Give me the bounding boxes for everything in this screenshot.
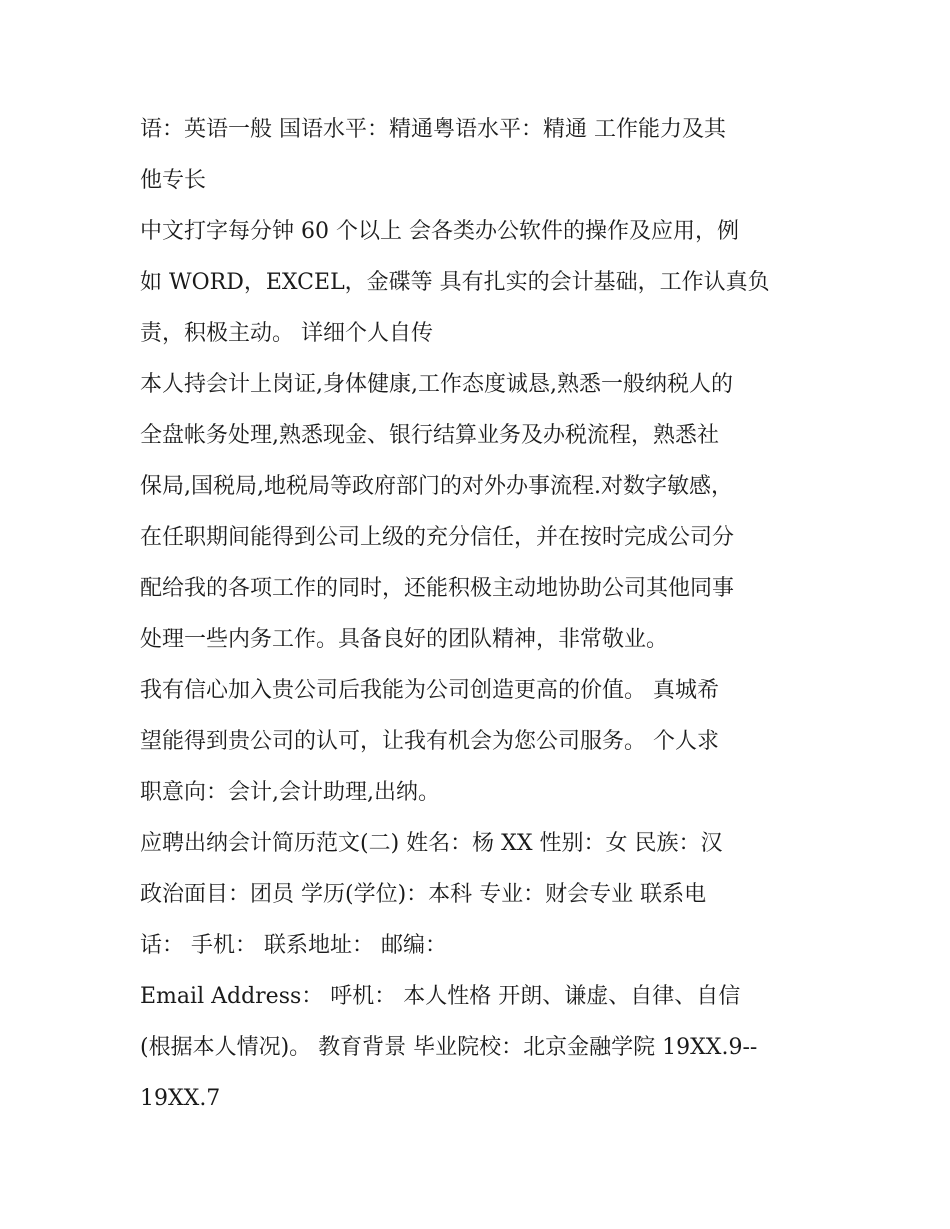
paragraph-language-skills bbox=[140, 104, 830, 206]
text-line: 语：英语一般 国语水平：精通粤语水平：精通 工作能力及其 bbox=[140, 117, 726, 142]
text-line: 中文打字每分钟 60 个以上 会各类办公软件的操作及应用，例 bbox=[140, 219, 739, 244]
paragraph-contact-education bbox=[140, 971, 830, 1124]
text-line: 19XX.7 bbox=[140, 1086, 221, 1111]
document-body bbox=[140, 104, 830, 1124]
paragraph-resume-sample-two bbox=[140, 818, 830, 971]
text-line: 处理一些内务工作。具备良好的团队精神，非常敬业。 bbox=[140, 627, 669, 652]
text-line: (根据本人情况)。 教育背景 毕业院校：北京金融学院 19XX.9-- bbox=[140, 1035, 758, 1060]
text-line: 配给我的各项工作的同时，还能积极主动地协助公司其他同事 bbox=[140, 576, 735, 601]
text-line: 应聘出纳会计简历范文(二) 姓名：杨 XX 性别：女 民族：汉 bbox=[140, 831, 723, 856]
text-line: 政治面目：团员 学历(学位)：本科 专业：财会专业 联系电 bbox=[140, 882, 707, 907]
paragraph-job-intention bbox=[140, 665, 830, 818]
text-line: 职意向：会计,会计助理,出纳。 bbox=[140, 780, 440, 805]
text-line: 如 WORD，EXCEL，金碟等 具有扎实的会计基础，工作认真负 bbox=[140, 270, 770, 295]
text-line: 我有信心加入贵公司后我能为公司创造更高的价值。 真城希 bbox=[140, 678, 719, 703]
text-line: 保局,国税局,地税局等政府部门的对外办事流程.对数字敏感， bbox=[140, 474, 733, 499]
text-line: 责，积极主动。 详细个人自传 bbox=[140, 321, 433, 346]
text-line: 望能得到贵公司的认可，让我有机会为您公司服务。 个人求 bbox=[140, 729, 719, 754]
paragraph-self-introduction bbox=[140, 359, 830, 665]
text-line: 他专长 bbox=[140, 168, 207, 193]
text-line: 本人持会计上岗证,身体健康,工作态度诚恳,熟悉一般纳税人的 bbox=[140, 372, 733, 397]
text-line: 话： 手机： 联系地址： 邮编： bbox=[140, 933, 447, 958]
paragraph-computer-skills bbox=[140, 206, 830, 359]
text-line: 全盘帐务处理,熟悉现金、银行结算业务及办税流程，熟悉社 bbox=[140, 423, 719, 448]
text-line: Email Address： 呼机： 本人性格 开朗、谦虚、自律、自信 bbox=[140, 984, 741, 1009]
text-line: 在任职期间能得到公司上级的充分信任，并在按时完成公司分 bbox=[140, 525, 735, 550]
